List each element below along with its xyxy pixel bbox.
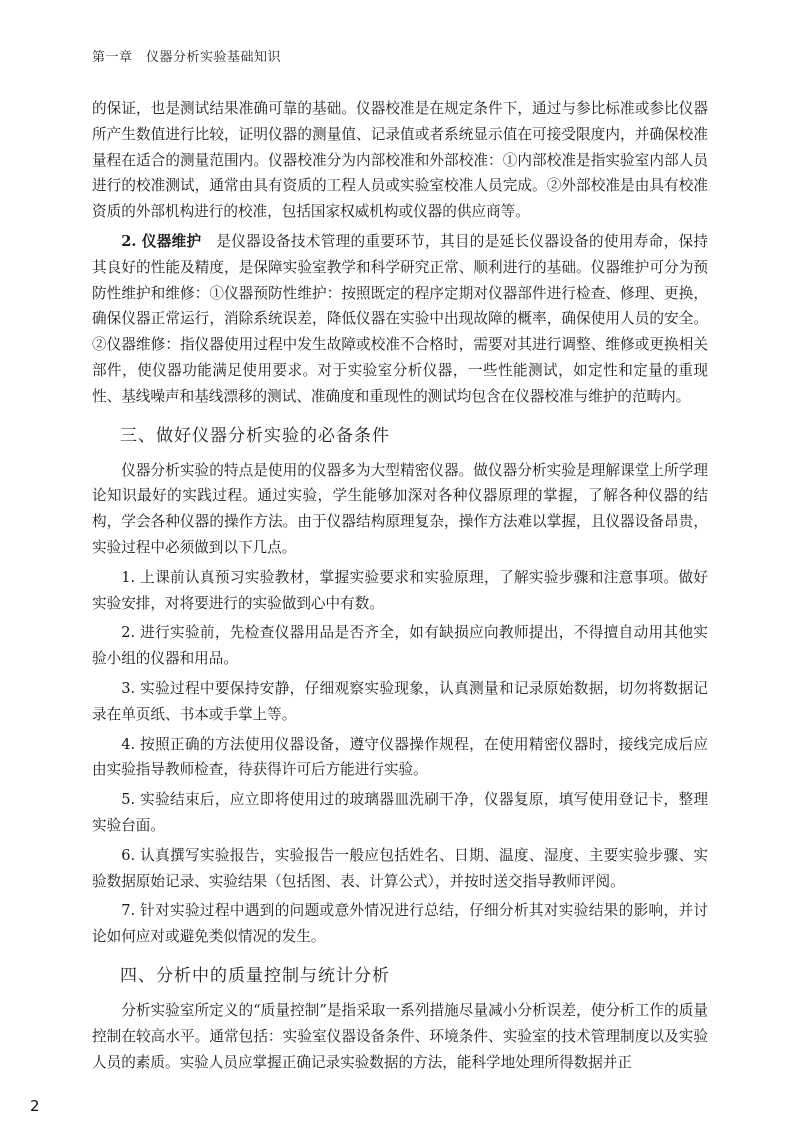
list-item: 6. 认真撰写实验报告，实验报告一般应包括姓名、日期、温度、湿度、主要实验步骤、实验数据原始记录、实验结果（包括图、表、计算公式），并按时送交指导教师评阅。 <box>92 846 708 890</box>
page-body <box>92 96 708 1075</box>
list-item: 7. 针对实验过程中遇到的问题或意外情况进行总结，仔细分析其对实验结果的影响，并讨论如何应对或避免类似情况的发生。 <box>92 902 708 946</box>
paragraph-maintenance <box>92 229 708 410</box>
list-item: 4. 按照正确的方法使用仪器设备，遵守仪器操作规程，在使用精密仪器时，接线完成后应由实验指导教师检查，待获得许可后方能进行实验。 <box>92 735 708 779</box>
list-item: 2. 进行实验前，先检查仪器用品是否齐全，如有缺损应向教师提出，不得擅自动用其他实验小组的仪器和用品。 <box>92 624 708 668</box>
section-heading-3: 三、做好仪器分析实验的必备条件 <box>120 425 390 446</box>
list-item: 5. 实验结束后，应立即将使用过的玻璃器皿洗刷干净，仪器复原，填写使用登记卡，整理实验台面。 <box>92 791 708 834</box>
maintenance-text: 是仪器设备技术管理的重要环节，其目的是延长仪器设备的使用寿命，保持其良好的性能及精度，是保障实验室教学和科学研究正常、顺利进行的基础。仪器维护可分为预防性维护和维修：①仪器预防性维护：按照既定的程序定期对仪器部件进行检查、修理、更换，确保仪器正常运行，消除系统误差，降低仪器在实验中出现故障的概率，确保使用人员的安全。②仪器维修：指仪器使用过程中发生故障或校准不合格时，需要对其进行调整、维修或更换相关部件，使仪器功能满足使用要求。对于实验室分析仪器，一些性能测试，如定性和定量的重现性、基线噪声和基线漂移的测试、准确度和重现性的测试均包含在仪器校准与维护的范畴内。 <box>92 232 708 405</box>
paragraph-quality-control: 分析实验室所定义的“质量控制”是指采取一系列措施尽量减小分析误差，使分析工作的质量控制在较高水平。通常包括：实验室仪器设备条件、环境条件、实验室的技术管理制度以及实验人员的素质。实验人员应掌握正确记录实验数据的方法，能科学地处理所得数据并正 <box>92 1001 708 1071</box>
section-heading-4: 四、分析中的质量控制与统计分析 <box>120 965 390 986</box>
list-item: 1. 上课前认真预习实验教材，掌握实验要求和实验原理，了解实验步骤和注意事项。做好实验安排，对将要进行的实验做到心中有数。 <box>92 568 708 612</box>
paragraph-requirements-intro: 仪器分析实验的特点是使用的仪器多为大型精密仪器。做仪器分析实验是理解课堂上所学理论知识最好的实践过程。通过实验，学生能够加深对各种仪器原理的掌握，了解各种仪器的结构，学会各种仪器的操作方法。由于仪器结构原理复杂，操作方法难以掌握，且仪器设备昂贵，实验过程中必须做到以下几点。 <box>92 461 708 556</box>
list-item: 3. 实验过程中要保持安静，仔细观察实验现象，认真测量和记录原始数据，切勿将数据记录在单页纸、书本或手掌上等。 <box>92 679 708 723</box>
maintenance-lead: 2. 仪器维护 <box>121 232 202 250</box>
page-number: 2 <box>30 1097 40 1115</box>
paragraph-calibration: 的保证，也是测试结果准确可靠的基础。仪器校准是在规定条件下，通过与参比标准或参比仪器所产生数值进行比较，证明仪器的测量值、记录值或者系统显示值在可接受限度内，并确保校准量程在适合的测量范围内。仪器校准分为内部校准和外部校准：①内部校准是指实验室内部人员进行的校准测试，通常由具有资质的工程人员或实验室校准人员完成。②外部校准是由具有校准资质的外部机构进行的校准，包括国家权威机构或仪器的供应商等。 <box>92 100 708 221</box>
running-header: 第一章 仪器分析实验基础知识 <box>92 50 282 65</box>
